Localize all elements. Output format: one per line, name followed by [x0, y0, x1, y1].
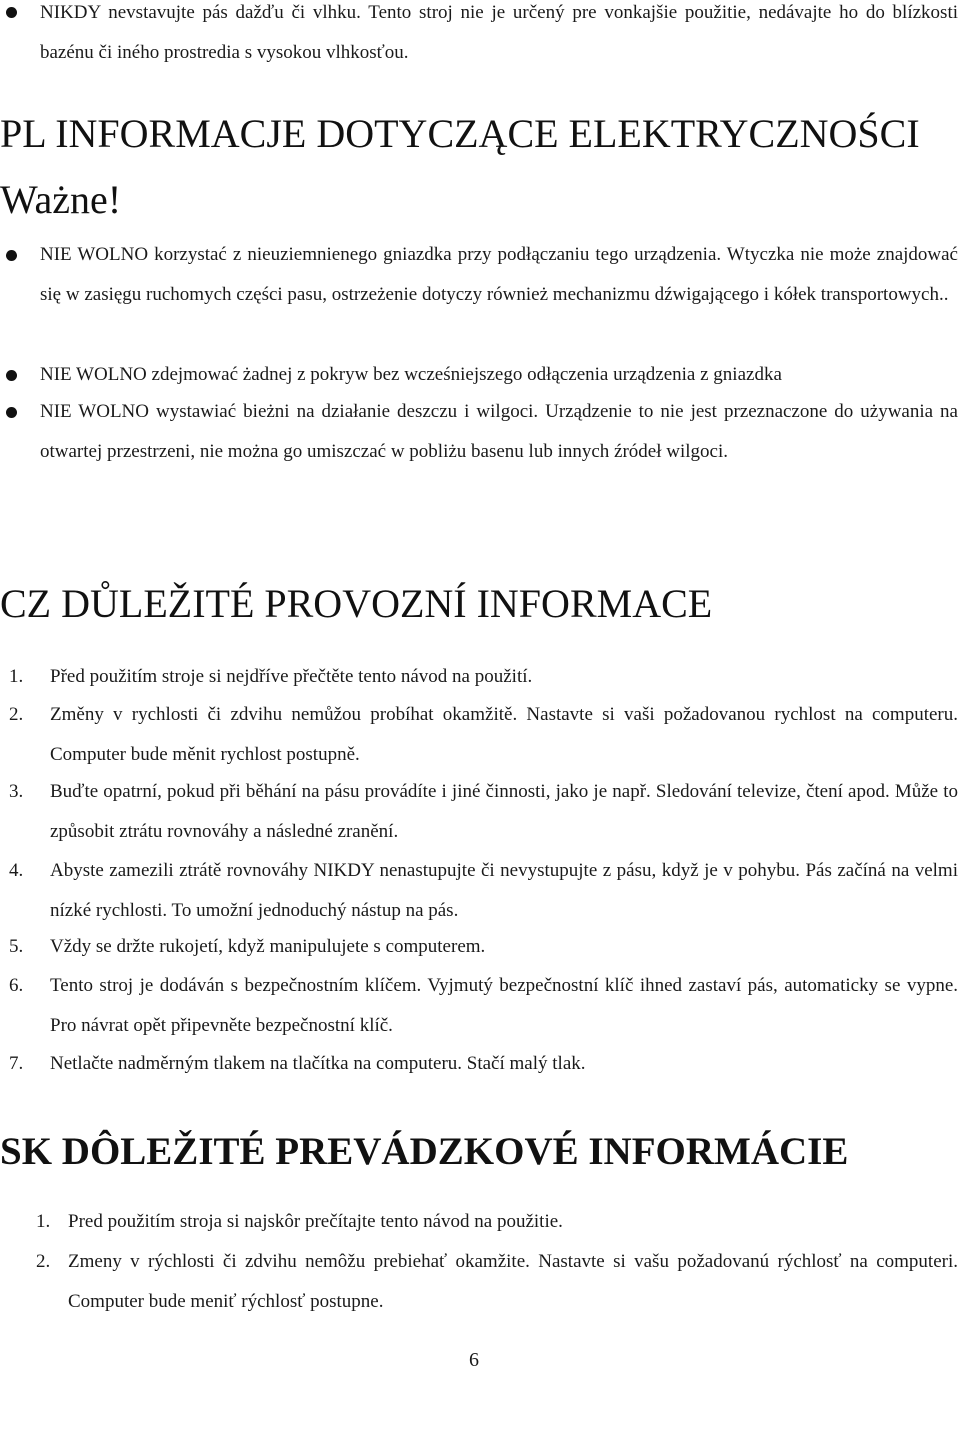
item-number: 2.	[9, 704, 24, 725]
section-heading-pl: PL INFORMACJE DOTYCZĄCE ELEKTRYCZNOŚCI	[0, 111, 920, 156]
list-item-text: NIE WOLNO wystawiać bieżni na działanie deszczu i wilgoci. Urządzenie to nie jest przeznaczone do używania na otwartej przestrzeni, nie można go umiszczać w pobliżu basenu lub innych źródeł wilgoci.	[40, 401, 958, 462]
item-number: 2.	[36, 1251, 51, 1272]
item-text: Změny v rychlosti či zdvihu nemůžou probíhat okamžitě. Nastavte si vaši požadovanou rychlost na computeru. Computer bude měnit rychlost postupně.	[50, 704, 958, 765]
item-number: 6.	[9, 975, 24, 996]
item-text: Vždy se držte rukojetí, když manipulujete s computerem.	[50, 936, 486, 957]
item-number: 4.	[9, 860, 24, 881]
section-heading-cz: CZ DŮLEŽITÉ PROVOZNÍ INFORMACE	[0, 581, 713, 626]
list-item-text: NIE WOLNO zdejmować żadnej z pokryw bez wcześniejszego odłączenia urządzenia z gniazdka	[40, 364, 782, 385]
bullet-icon	[6, 7, 17, 18]
item-text: Buďte opatrní, pokud při běhání na pásu provádíte i jiné činnosti, jako je např. Sledování televize, čtení apod. Může to způsobit ztrátu rovnováhy a následné zranění.	[50, 781, 958, 842]
item-number: 7.	[9, 1053, 24, 1074]
item-number: 5.	[9, 936, 24, 957]
list-item-text: NIE WOLNO korzystać z nieuziemnienego gniazdka przy podłączaniu tego urządzenia. Wtyczka nie może znajdować się w zasięgu ruchomych części pasu, ostrzeżenie dotyczy również mechanizmu dźwigającego i kółek transportowych..	[40, 244, 958, 305]
bullet-icon	[6, 250, 17, 261]
item-number: 1.	[9, 666, 24, 687]
section-heading-sk: SK DÔLEŽITÉ PREVÁDZKOVÉ INFORMÁCIE	[0, 1130, 849, 1173]
item-text: Tento stroj je dodáván s bezpečnostním klíčem. Vyjmutý bezpečnostní klíč ihned zastaví pás, automaticky se vypne. Pro návrat opět připevněte bezpečnostní klíč.	[50, 975, 958, 1036]
item-text: Zmeny v rýchlosti či zdvihu nemôžu prebiehať okamžite. Nastavte si vašu požadovanú rýchlosť na computeri. Computer bude meniť rýchlosť postupne.	[68, 1251, 958, 1312]
bullet-icon	[6, 370, 17, 381]
item-text: Abyste zamezili ztrátě rovnováhy NIKDY nenastupujte či nevystupujte z pásu, když je v pohybu. Pás začíná na velmi nízké rychlosti. To umožní jednoduchý nástup na pás.	[50, 860, 958, 921]
item-number: 1.	[36, 1211, 51, 1232]
page-number: 6	[469, 1349, 479, 1371]
item-text: Pred použitím stroja si najskôr prečítajte tento návod na použitie.	[68, 1211, 563, 1232]
item-text: Před použitím stroje si nejdříve přečtěte tento návod na použití.	[50, 666, 533, 687]
list-item-text: NIKDY nevstavujte pás dažďu či vlhku. Tento stroj nie je určený pre vonkajšie použitie, nedávajte ho do blízkosti bazénu či iného prostredia s vysokou vlhkosťou.	[40, 2, 958, 63]
item-number: 3.	[9, 781, 24, 802]
section-subheading-pl: Ważne!	[0, 177, 122, 222]
item-text: Netlačte nadměrným tlakem na tlačítka na computeru. Stačí malý tlak.	[50, 1053, 586, 1074]
bullet-icon	[6, 407, 17, 418]
